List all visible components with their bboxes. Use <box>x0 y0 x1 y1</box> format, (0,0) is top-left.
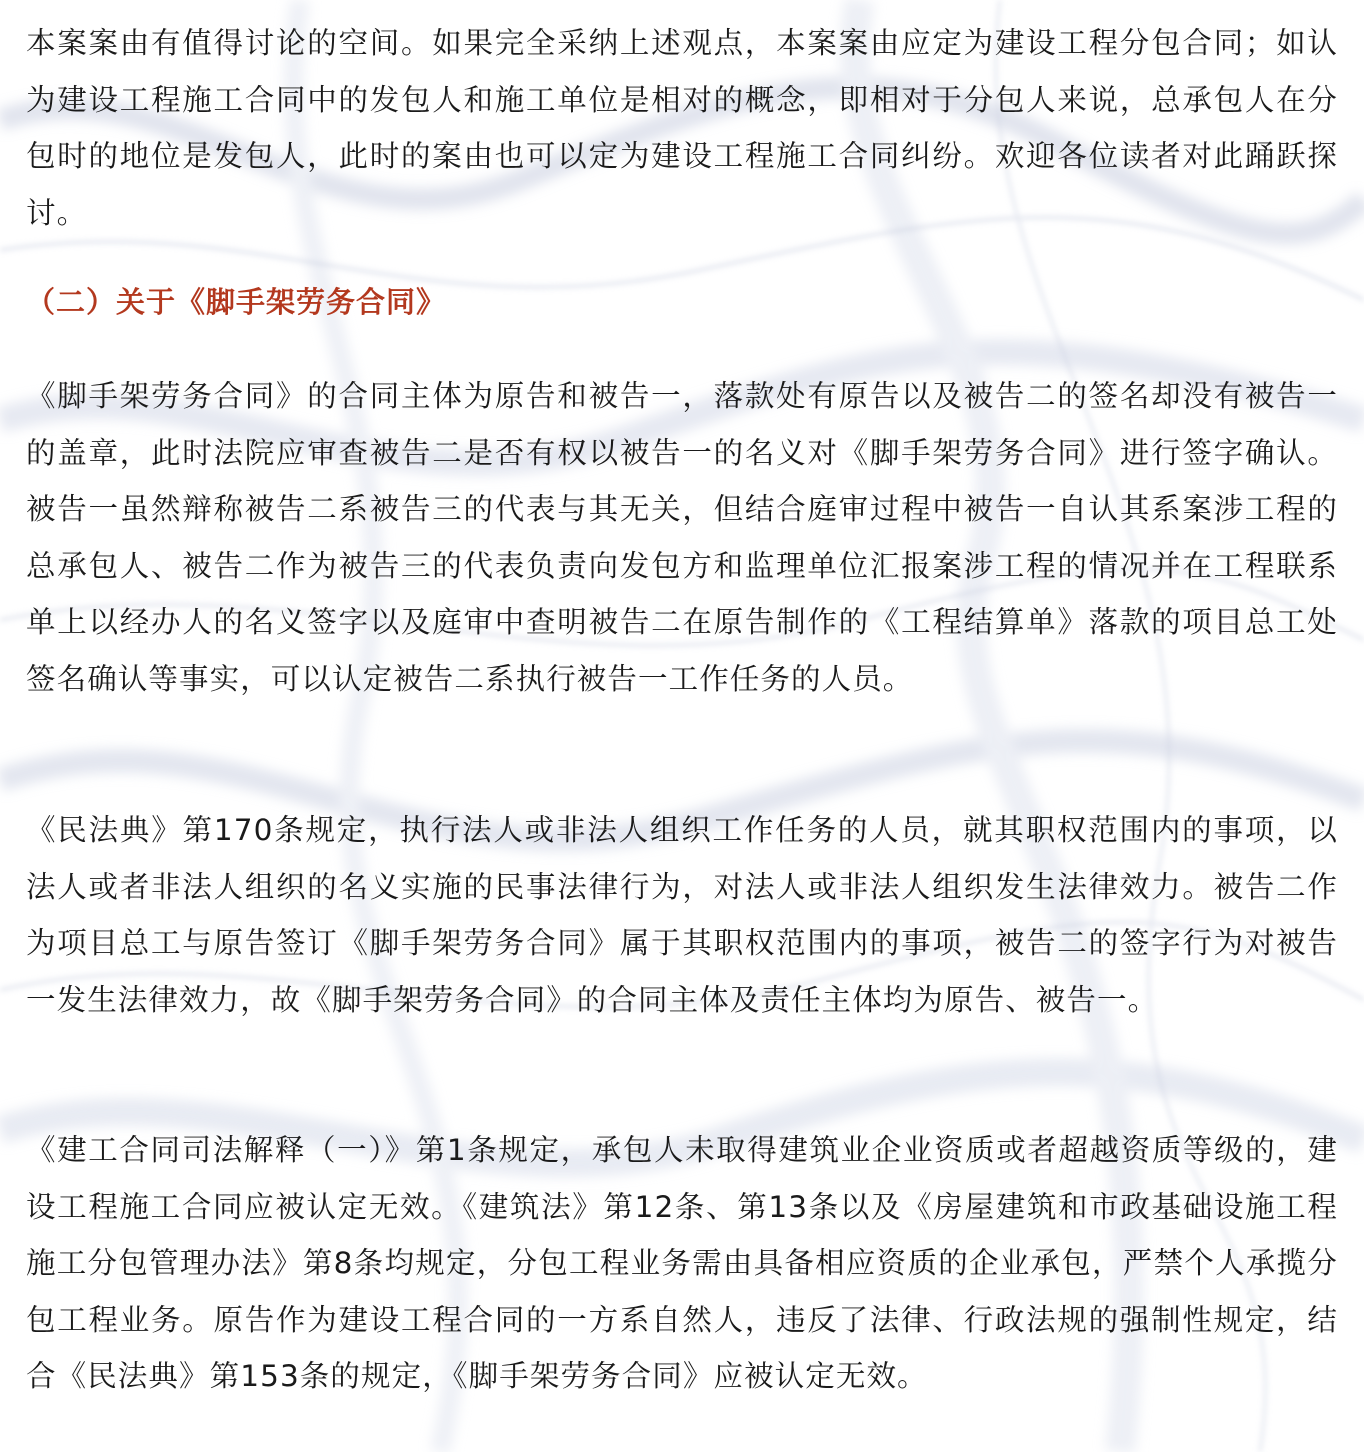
paragraph-case-cause-discussion: 本案案由有值得讨论的空间。如果完全采纳上述观点，本案案由应定为建设工程分包合同；如认为建设工程施工合同中的发包人和施工单位是相对的概念，即相对于分包人来说，总承包人在分包时的地位是发包人，此时的案由也可以定为建设工程施工合同纠纷。欢迎各位读者对此踊跃探讨。 <box>26 26 1338 230</box>
section-heading: （二）关于《脚手架劳务合同》 <box>26 285 447 319</box>
paragraph-contract-subject: 《脚手架劳务合同》的合同主体为原告和被告一，落款处有原告以及被告二的签名却没有被告一的盖章，此时法院应审查被告二是否有权以被告一的名义对《脚手架劳务合同》进行签字确认。被告一虽然辩称被告二系被告三的代表与其无关，但结合庭审过程中被告一自认其系案涉工程的总承包人、被告二作为被告三的代表负责向发包方和监理单位汇报案涉工程的情况并在工程联系单上以经办人的名义签字以及庭审中查明被告二在原告制作的《工程结算单》落款的项目总工处签名确认等事实，可以认定被告二系执行被告一工作任务的人员。 <box>26 379 1338 696</box>
paragraph-civil-code-170: 《民法典》第170条规定，执行法人或非法人组织工作任务的人员，就其职权范围内的事项，以法人或者非法人组织的名义实施的民事法律行为，对法人或非法人组织发生法律效力。被告二作为项目总工与原告签订《脚手架劳务合同》属于其职权范围内的事项，被告二的签字行为对被告一发生法律效力，故《脚手架劳务合同》的合同主体及责任主体均为原告、被告一。 <box>26 813 1338 1017</box>
paragraph-contract-invalid: 《建工合同司法解释（一）》第1条规定，承包人未取得建筑业企业资质或者超越资质等级的，建设工程施工合同应被认定无效。《建筑法》第12条、第13条以及《房屋建筑和市政基础设施工程施工分包管理办法》第8条均规定，分包工程业务需由具备相应资质的企业承包，严禁个人承揽分包工程业务。原告作为建设工程合同的一方系自然人，违反了法律、行政法规的强制性规定，结合《民法典》第153条的规定，《脚手架劳务合同》应被认定无效。 <box>26 1133 1338 1393</box>
